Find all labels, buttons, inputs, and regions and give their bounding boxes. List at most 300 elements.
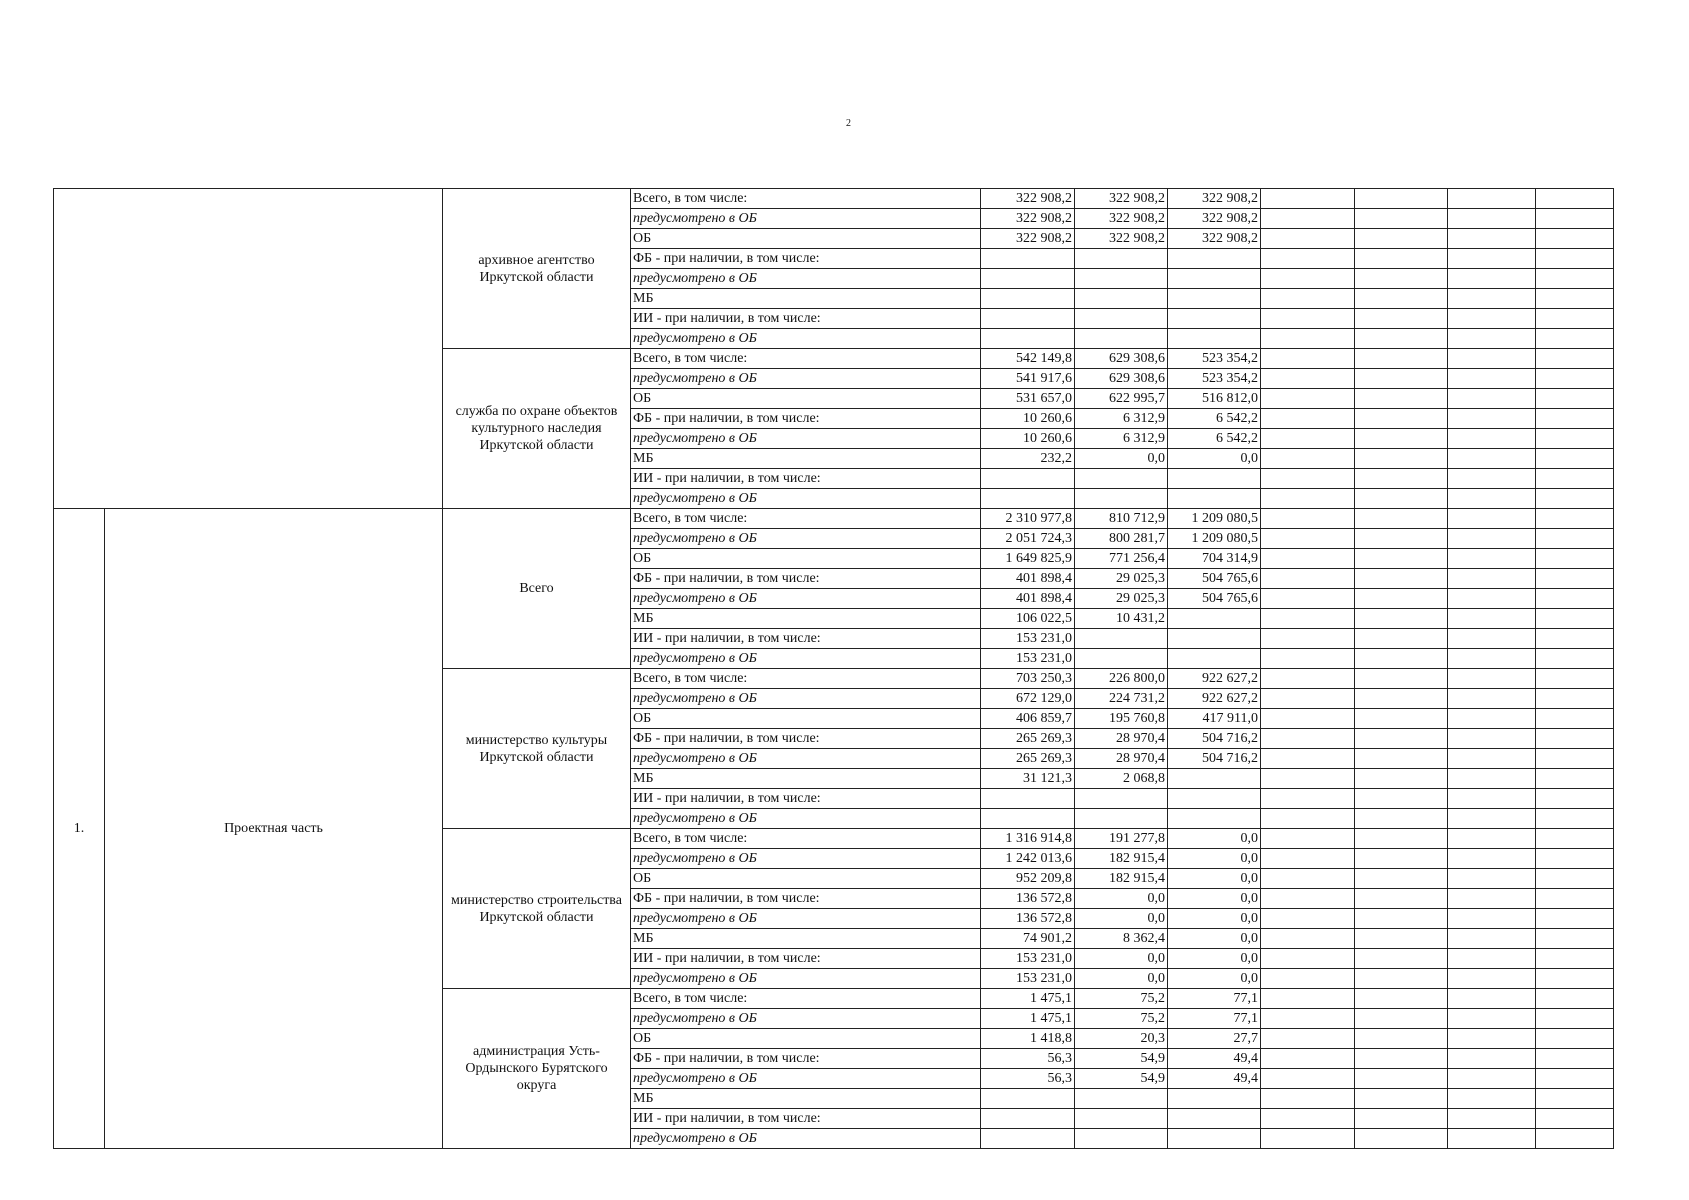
empty-cell xyxy=(1536,329,1614,349)
empty-cell xyxy=(1355,809,1448,829)
empty-cell xyxy=(1448,629,1536,649)
value-cell xyxy=(1075,789,1168,809)
empty-cell xyxy=(1355,1109,1448,1129)
row-label: ФБ - при наличии, в том числе: xyxy=(631,889,981,909)
value-cell: 800 281,7 xyxy=(1075,529,1168,549)
value-cell xyxy=(981,469,1075,489)
empty-cell xyxy=(1448,489,1536,509)
value-cell xyxy=(1168,289,1261,309)
empty-cell xyxy=(1448,909,1536,929)
empty-cell xyxy=(1355,689,1448,709)
value-cell: 153 231,0 xyxy=(981,949,1075,969)
empty-cell xyxy=(1536,449,1614,469)
table-row xyxy=(54,509,1614,529)
value-cell: 322 908,2 xyxy=(1168,189,1261,209)
empty-cell xyxy=(1536,709,1614,729)
empty-cell xyxy=(1355,829,1448,849)
value-cell: 771 256,4 xyxy=(1075,549,1168,569)
value-cell: 0,0 xyxy=(1168,969,1261,989)
empty-cell xyxy=(1261,949,1355,969)
empty-cell xyxy=(1355,1009,1448,1029)
empty-cell xyxy=(1355,1089,1448,1109)
empty-cell xyxy=(1448,569,1536,589)
empty-cell xyxy=(1448,1029,1536,1049)
row-label: предусмотрено в ОБ xyxy=(631,909,981,929)
value-cell: 1 242 013,6 xyxy=(981,849,1075,869)
value-cell: 195 760,8 xyxy=(1075,709,1168,729)
value-cell: 401 898,4 xyxy=(981,589,1075,609)
value-cell: 322 908,2 xyxy=(1075,229,1168,249)
row-label: ИИ - при наличии, в том числе: xyxy=(631,949,981,969)
row-label: ИИ - при наличии, в том числе: xyxy=(631,629,981,649)
value-cell: 810 712,9 xyxy=(1075,509,1168,529)
empty-cell xyxy=(1355,529,1448,549)
value-cell: 322 908,2 xyxy=(981,229,1075,249)
value-cell: 75,2 xyxy=(1075,1009,1168,1029)
empty-cell xyxy=(1536,889,1614,909)
row-label: ОБ xyxy=(631,709,981,729)
row-label: МБ xyxy=(631,929,981,949)
row-label: ОБ xyxy=(631,549,981,569)
empty-cell xyxy=(1448,189,1536,209)
empty-cell xyxy=(1536,869,1614,889)
value-cell xyxy=(1075,1129,1168,1149)
empty-cell xyxy=(1261,389,1355,409)
empty-cell xyxy=(1261,309,1355,329)
value-cell: 322 908,2 xyxy=(981,209,1075,229)
value-cell: 523 354,2 xyxy=(1168,369,1261,389)
row-label: предусмотрено в ОБ xyxy=(631,529,981,549)
empty-cell xyxy=(1536,529,1614,549)
empty-cell xyxy=(1355,869,1448,889)
value-cell xyxy=(1168,269,1261,289)
empty-cell xyxy=(1448,329,1536,349)
value-cell xyxy=(1168,469,1261,489)
value-cell: 77,1 xyxy=(1168,989,1261,1009)
empty-cell xyxy=(1261,369,1355,389)
value-cell xyxy=(1168,609,1261,629)
empty-cell xyxy=(1448,1089,1536,1109)
empty-cell xyxy=(1536,669,1614,689)
value-cell xyxy=(981,309,1075,329)
empty-cell xyxy=(1261,609,1355,629)
row-label: МБ xyxy=(631,289,981,309)
value-cell: 523 354,2 xyxy=(1168,349,1261,369)
value-cell: 401 898,4 xyxy=(981,569,1075,589)
value-cell: 922 627,2 xyxy=(1168,689,1261,709)
agency-name: служба по охране объектов культурного наследия Иркутской области xyxy=(443,349,631,509)
empty-cell xyxy=(1448,989,1536,1009)
empty-cell xyxy=(1536,1089,1614,1109)
empty-cell xyxy=(1261,229,1355,249)
empty-cell xyxy=(1536,509,1614,529)
row-label: ИИ - при наличии, в том числе: xyxy=(631,469,981,489)
value-cell xyxy=(1075,469,1168,489)
empty-cell xyxy=(1536,949,1614,969)
empty-cell xyxy=(1536,309,1614,329)
row-label: ФБ - при наличии, в том числе: xyxy=(631,729,981,749)
value-cell xyxy=(981,1109,1075,1129)
empty-cell xyxy=(1536,749,1614,769)
empty-cell xyxy=(1261,629,1355,649)
empty-cell xyxy=(1261,929,1355,949)
value-cell: 0,0 xyxy=(1075,949,1168,969)
value-cell: 20,3 xyxy=(1075,1029,1168,1049)
row-label: ФБ - при наличии, в том числе: xyxy=(631,1049,981,1069)
empty-cell xyxy=(1448,649,1536,669)
empty-cell xyxy=(1448,749,1536,769)
empty-cell xyxy=(1261,769,1355,789)
value-cell: 629 308,6 xyxy=(1075,369,1168,389)
value-cell: 2 310 977,8 xyxy=(981,509,1075,529)
value-cell xyxy=(981,289,1075,309)
row-label: МБ xyxy=(631,449,981,469)
empty-cell xyxy=(1448,469,1536,489)
empty-cell xyxy=(1261,529,1355,549)
value-cell xyxy=(1168,1089,1261,1109)
empty-cell xyxy=(1261,1069,1355,1089)
empty-cell xyxy=(1355,729,1448,749)
value-cell: 0,0 xyxy=(1075,909,1168,929)
value-cell xyxy=(1075,629,1168,649)
empty-cell xyxy=(1448,929,1536,949)
row-label: Всего, в том числе: xyxy=(631,349,981,369)
value-cell: 629 308,6 xyxy=(1075,349,1168,369)
value-cell xyxy=(1168,649,1261,669)
empty-cell xyxy=(1261,409,1355,429)
table-row xyxy=(54,189,1614,209)
row-label: Всего, в том числе: xyxy=(631,989,981,1009)
value-cell: 672 129,0 xyxy=(981,689,1075,709)
empty-cell xyxy=(1448,669,1536,689)
value-cell: 74 901,2 xyxy=(981,929,1075,949)
empty-cell xyxy=(1261,429,1355,449)
value-cell: 0,0 xyxy=(1168,849,1261,869)
value-cell xyxy=(1075,249,1168,269)
value-cell xyxy=(1168,489,1261,509)
empty-cell xyxy=(1261,449,1355,469)
empty-cell xyxy=(1355,1049,1448,1069)
empty-cell xyxy=(1355,949,1448,969)
empty-cell xyxy=(1261,569,1355,589)
row-label: Всего, в том числе: xyxy=(631,509,981,529)
value-cell xyxy=(1075,489,1168,509)
empty-cell xyxy=(1448,889,1536,909)
empty-cell xyxy=(1448,549,1536,569)
empty-cell xyxy=(1261,1049,1355,1069)
empty-cell xyxy=(1448,809,1536,829)
empty-cell xyxy=(1261,209,1355,229)
value-cell xyxy=(1168,809,1261,829)
empty-cell xyxy=(1355,649,1448,669)
empty-cell xyxy=(1536,1069,1614,1089)
empty-cell xyxy=(1355,209,1448,229)
empty-cell xyxy=(1355,849,1448,869)
row-label: предусмотрено в ОБ xyxy=(631,809,981,829)
value-cell: 6 542,2 xyxy=(1168,429,1261,449)
empty-cell xyxy=(1536,789,1614,809)
value-cell: 27,7 xyxy=(1168,1029,1261,1049)
row-label: предусмотрено в ОБ xyxy=(631,969,981,989)
value-cell: 6 542,2 xyxy=(1168,409,1261,429)
empty-cell xyxy=(1261,909,1355,929)
value-cell: 0,0 xyxy=(1168,889,1261,909)
value-cell xyxy=(981,809,1075,829)
value-cell xyxy=(1075,269,1168,289)
value-cell: 265 269,3 xyxy=(981,749,1075,769)
empty-cell xyxy=(1448,1049,1536,1069)
row-label: предусмотрено в ОБ xyxy=(631,1129,981,1149)
empty-cell xyxy=(1261,509,1355,529)
empty-cell xyxy=(1261,349,1355,369)
empty-cell xyxy=(1448,829,1536,849)
empty-cell xyxy=(1536,1009,1614,1029)
empty-cell xyxy=(1261,549,1355,569)
value-cell xyxy=(981,1129,1075,1149)
empty-cell xyxy=(1261,289,1355,309)
value-cell xyxy=(1075,809,1168,829)
empty-cell xyxy=(1355,789,1448,809)
row-label: Всего, в том числе: xyxy=(631,189,981,209)
empty-cell xyxy=(1448,729,1536,749)
row-label: предусмотрено в ОБ xyxy=(631,589,981,609)
value-cell xyxy=(1075,329,1168,349)
row-label: предусмотрено в ОБ xyxy=(631,429,981,449)
row-label: предусмотрено в ОБ xyxy=(631,1009,981,1029)
value-cell: 28 970,4 xyxy=(1075,729,1168,749)
empty-cell xyxy=(1448,209,1536,229)
empty-cell xyxy=(1261,1129,1355,1149)
empty-cell xyxy=(1448,349,1536,369)
empty-cell xyxy=(1448,229,1536,249)
empty-cell xyxy=(1355,989,1448,1009)
row-label: предусмотрено в ОБ xyxy=(631,209,981,229)
empty-cell xyxy=(1536,469,1614,489)
value-cell xyxy=(1168,769,1261,789)
row-label: предусмотрено в ОБ xyxy=(631,849,981,869)
value-cell: 704 314,9 xyxy=(1168,549,1261,569)
row-label: ОБ xyxy=(631,1029,981,1049)
value-cell: 29 025,3 xyxy=(1075,589,1168,609)
empty-cell xyxy=(1536,609,1614,629)
value-cell: 952 209,8 xyxy=(981,869,1075,889)
value-cell xyxy=(981,1089,1075,1109)
empty-cell xyxy=(1261,489,1355,509)
value-cell: 1 475,1 xyxy=(981,1009,1075,1029)
value-cell: 28 970,4 xyxy=(1075,749,1168,769)
value-cell: 8 362,4 xyxy=(1075,929,1168,949)
row-label: Всего, в том числе: xyxy=(631,829,981,849)
value-cell: 0,0 xyxy=(1168,829,1261,849)
empty-cell xyxy=(1261,1009,1355,1029)
value-cell: 922 627,2 xyxy=(1168,669,1261,689)
value-cell: 224 731,2 xyxy=(1075,689,1168,709)
empty-cell xyxy=(1536,249,1614,269)
empty-cell xyxy=(1536,849,1614,869)
agency-name: администрация Усть-Ордынского Бурятского округа xyxy=(443,989,631,1149)
value-cell: 504 765,6 xyxy=(1168,589,1261,609)
value-cell: 77,1 xyxy=(1168,1009,1261,1029)
row-label: ИИ - при наличии, в том числе: xyxy=(631,1109,981,1129)
empty-cell xyxy=(1536,229,1614,249)
value-cell: 49,4 xyxy=(1168,1069,1261,1089)
empty-cell xyxy=(1536,909,1614,929)
empty-cell xyxy=(1355,309,1448,329)
value-cell: 504 716,2 xyxy=(1168,749,1261,769)
empty-cell xyxy=(1536,269,1614,289)
empty-cell xyxy=(1536,1129,1614,1149)
empty-cell xyxy=(1355,509,1448,529)
budget-table xyxy=(53,188,1614,1149)
value-cell: 2 068,8 xyxy=(1075,769,1168,789)
empty-cell xyxy=(1448,1069,1536,1089)
empty-cell xyxy=(1261,249,1355,269)
empty-cell xyxy=(1448,449,1536,469)
empty-cell xyxy=(1448,409,1536,429)
empty-cell xyxy=(1261,589,1355,609)
row-label: предусмотрено в ОБ xyxy=(631,489,981,509)
empty-cell xyxy=(1261,829,1355,849)
empty-cell xyxy=(1355,429,1448,449)
empty-cell xyxy=(1536,929,1614,949)
row-label: ФБ - при наличии, в том числе: xyxy=(631,249,981,269)
empty-cell xyxy=(1536,1049,1614,1069)
row-label: предусмотрено в ОБ xyxy=(631,369,981,389)
value-cell: 0,0 xyxy=(1168,929,1261,949)
empty-cell xyxy=(1355,449,1448,469)
empty-cell xyxy=(1355,189,1448,209)
empty-cell xyxy=(1536,349,1614,369)
empty-cell xyxy=(1536,429,1614,449)
empty-cell xyxy=(1261,189,1355,209)
empty-cell xyxy=(1355,709,1448,729)
empty-cell xyxy=(1448,709,1536,729)
value-cell: 232,2 xyxy=(981,449,1075,469)
empty-cell xyxy=(1355,329,1448,349)
value-cell: 106 022,5 xyxy=(981,609,1075,629)
value-cell: 703 250,3 xyxy=(981,669,1075,689)
value-cell: 504 716,2 xyxy=(1168,729,1261,749)
value-cell: 6 312,9 xyxy=(1075,429,1168,449)
empty-cell xyxy=(1536,189,1614,209)
empty-cell xyxy=(1536,629,1614,649)
empty-cell xyxy=(1355,589,1448,609)
empty-cell xyxy=(1355,889,1448,909)
value-cell xyxy=(981,329,1075,349)
value-cell: 322 908,2 xyxy=(1075,209,1168,229)
value-cell xyxy=(1075,1089,1168,1109)
row-label: предусмотрено в ОБ xyxy=(631,649,981,669)
value-cell: 191 277,8 xyxy=(1075,829,1168,849)
value-cell xyxy=(981,249,1075,269)
empty-cell xyxy=(1355,569,1448,589)
value-cell: 504 765,6 xyxy=(1168,569,1261,589)
value-cell: 10 431,2 xyxy=(1075,609,1168,629)
empty-cell xyxy=(1261,649,1355,669)
empty-cell xyxy=(1261,1089,1355,1109)
section-number: 1. xyxy=(54,509,105,1149)
empty-cell xyxy=(1355,929,1448,949)
value-cell: 622 995,7 xyxy=(1075,389,1168,409)
empty-cell xyxy=(1261,329,1355,349)
empty-cell xyxy=(1448,309,1536,329)
empty-cell xyxy=(1536,409,1614,429)
value-cell: 182 915,4 xyxy=(1075,849,1168,869)
value-cell: 1 649 825,9 xyxy=(981,549,1075,569)
value-cell xyxy=(1075,649,1168,669)
value-cell xyxy=(1168,309,1261,329)
empty-cell xyxy=(1261,749,1355,769)
value-cell: 0,0 xyxy=(1075,889,1168,909)
value-cell: 0,0 xyxy=(1168,869,1261,889)
empty-cell xyxy=(1448,429,1536,449)
value-cell: 406 859,7 xyxy=(981,709,1075,729)
value-cell xyxy=(1168,329,1261,349)
value-cell xyxy=(1168,629,1261,649)
value-cell: 182 915,4 xyxy=(1075,869,1168,889)
agency-name: Всего xyxy=(443,509,631,669)
empty-cell xyxy=(1355,229,1448,249)
empty-cell xyxy=(1355,489,1448,509)
value-cell: 1 316 914,8 xyxy=(981,829,1075,849)
value-cell xyxy=(981,489,1075,509)
value-cell xyxy=(1168,249,1261,269)
value-cell: 531 657,0 xyxy=(981,389,1075,409)
section-name: Проектная часть xyxy=(105,509,443,1149)
row-label: МБ xyxy=(631,1089,981,1109)
value-cell: 0,0 xyxy=(1075,969,1168,989)
value-cell: 226 800,0 xyxy=(1075,669,1168,689)
value-cell: 75,2 xyxy=(1075,989,1168,1009)
empty-cell xyxy=(1355,969,1448,989)
empty-cell xyxy=(1355,629,1448,649)
empty-cell xyxy=(1355,549,1448,569)
empty-cell xyxy=(1261,729,1355,749)
value-cell: 153 231,0 xyxy=(981,649,1075,669)
empty-cell xyxy=(1355,269,1448,289)
empty-cell xyxy=(1448,269,1536,289)
value-cell: 136 572,8 xyxy=(981,889,1075,909)
row-label: ИИ - при наличии, в том числе: xyxy=(631,309,981,329)
value-cell: 542 149,8 xyxy=(981,349,1075,369)
empty-cell xyxy=(1355,469,1448,489)
empty-cell xyxy=(1261,689,1355,709)
empty-cell xyxy=(1448,589,1536,609)
value-cell: 0,0 xyxy=(1075,449,1168,469)
empty-cell xyxy=(1261,1109,1355,1129)
value-cell xyxy=(1075,309,1168,329)
empty-cell xyxy=(1536,549,1614,569)
empty-cell xyxy=(1536,209,1614,229)
empty-cell xyxy=(1448,769,1536,789)
empty-cell xyxy=(1355,349,1448,369)
empty-cell xyxy=(1448,1009,1536,1029)
empty-cell xyxy=(1448,509,1536,529)
empty-cell xyxy=(1448,1109,1536,1129)
empty-cell xyxy=(1448,289,1536,309)
empty-cell xyxy=(1355,1129,1448,1149)
empty-cell xyxy=(1536,829,1614,849)
row-label: ОБ xyxy=(631,389,981,409)
empty-cell xyxy=(1536,689,1614,709)
value-cell: 10 260,6 xyxy=(981,409,1075,429)
row-label: предусмотрено в ОБ xyxy=(631,1069,981,1089)
value-cell xyxy=(1075,289,1168,309)
empty-cell xyxy=(1448,389,1536,409)
empty-cell xyxy=(1536,569,1614,589)
empty-cell xyxy=(1355,1069,1448,1089)
empty-cell xyxy=(1448,949,1536,969)
